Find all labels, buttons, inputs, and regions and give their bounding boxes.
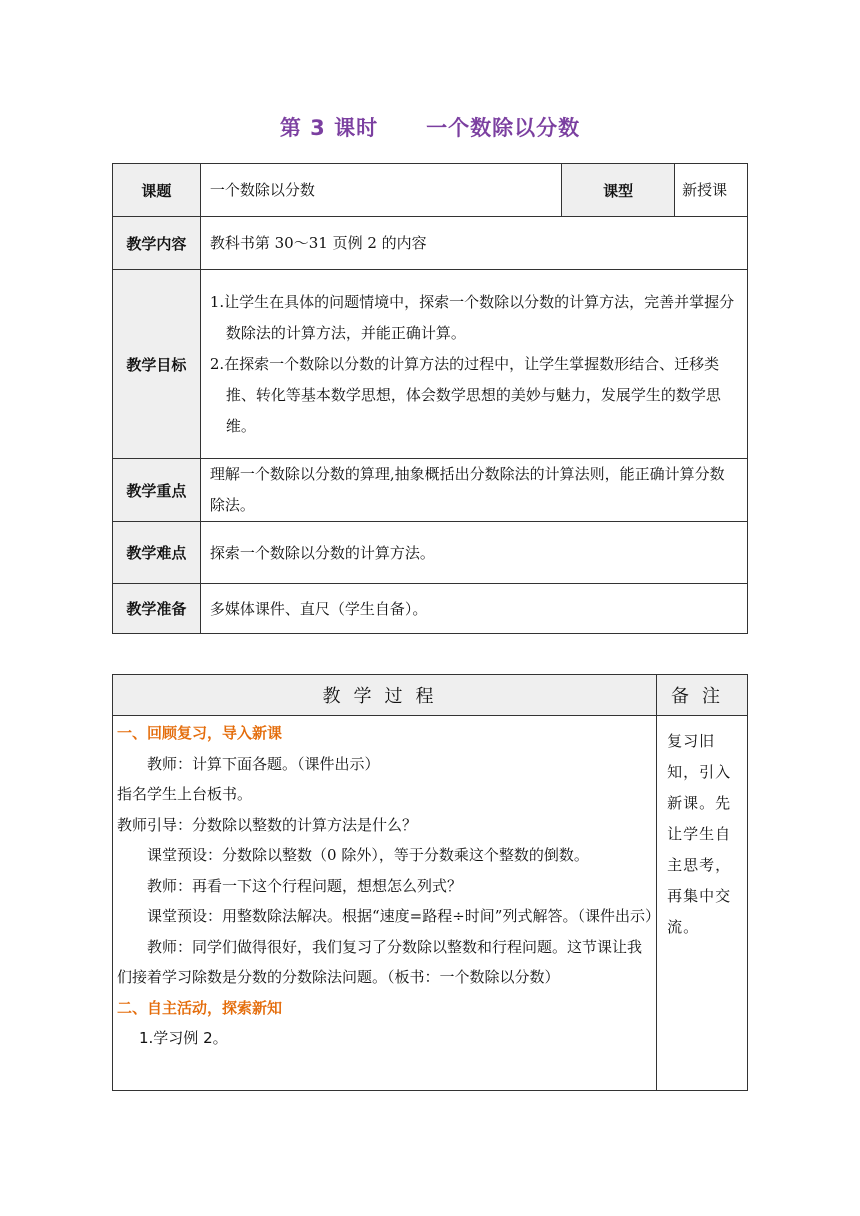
page-title bbox=[0, 112, 860, 142]
content-label: 教学内容 bbox=[113, 217, 201, 270]
lesson-info-table bbox=[112, 163, 748, 634]
type-label: 课型 bbox=[562, 164, 675, 217]
process-line: 教师引导：分数除以整数的计算方法是什么？ bbox=[117, 815, 418, 834]
process-line: 教师：同学们做得很好，我们复习了分数除以整数和行程问题。这节课让我们接着学习除数是分数的分数除法问题。（板书：一个数除以分数） bbox=[117, 937, 643, 986]
notes-content: 复习旧知，引入新课。先让学生自主思考，再集中交流。 bbox=[657, 716, 748, 1091]
goal-item: 2.在探索一个数除以分数的计算方法的过程中，让学生掌握数形结合、迁移类推、转化等基本数学思想，体会数学思想的美妙与魅力，发展学生的数学思维。 bbox=[209, 354, 721, 435]
process-line: 教师：计算下面各题。（课件出示） bbox=[147, 754, 380, 773]
lesson-topic: 一个数除以分数 bbox=[426, 116, 581, 140]
goals-cell bbox=[200, 270, 747, 459]
process-header: 教学过程 bbox=[113, 675, 657, 716]
section-heading: 一、回顾复习，导入新课 bbox=[117, 724, 283, 742]
notes-header: 备注 bbox=[657, 675, 748, 716]
process-line: 教师：再看一下这个行程问题，想想怎么列式？ bbox=[147, 876, 463, 895]
topic-value: 一个数除以分数 bbox=[200, 164, 561, 217]
process-content bbox=[113, 716, 660, 1091]
content-value: 教科书第 30～31 页例 2 的内容 bbox=[200, 217, 747, 270]
key-value: 理解一个数除以分数的算理,抽象概括出分数除法的计算法则，能正确计算分数除法。 bbox=[200, 459, 747, 522]
goals-label: 教学目标 bbox=[113, 270, 201, 459]
prep-value: 多媒体课件、直尺（学生自备）。 bbox=[200, 584, 747, 634]
difficulty-label: 教学难点 bbox=[113, 522, 201, 584]
topic-label: 课题 bbox=[113, 164, 201, 217]
subsection-heading: 1.学习例 2。 bbox=[139, 1029, 228, 1047]
goal-item: 1.让学生在具体的问题情境中，探索一个数除以分数的计算方法，完善并掌握分数除法的计算方法，并能正确计算。 bbox=[209, 292, 735, 342]
prep-label: 教学准备 bbox=[113, 584, 201, 634]
type-value: 新授课 bbox=[675, 164, 748, 217]
section-heading: 二、自主活动，探索新知 bbox=[117, 998, 283, 1017]
process-line: 课堂预设：用整数除法解决。根据“速度=路程÷时间”列式解答。（课件出示） bbox=[147, 907, 660, 925]
key-label: 教学重点 bbox=[113, 459, 201, 522]
process-line: 指名学生上台板书。 bbox=[117, 785, 253, 803]
lesson-number: 第 3 课时 bbox=[279, 116, 379, 140]
process-line: 课堂预设：分数除以整数（0 除外），等于分数乘这个整数的倒数。 bbox=[147, 846, 589, 864]
teaching-process-table bbox=[112, 674, 748, 1091]
difficulty-value: 探索一个数除以分数的计算方法。 bbox=[200, 522, 747, 584]
